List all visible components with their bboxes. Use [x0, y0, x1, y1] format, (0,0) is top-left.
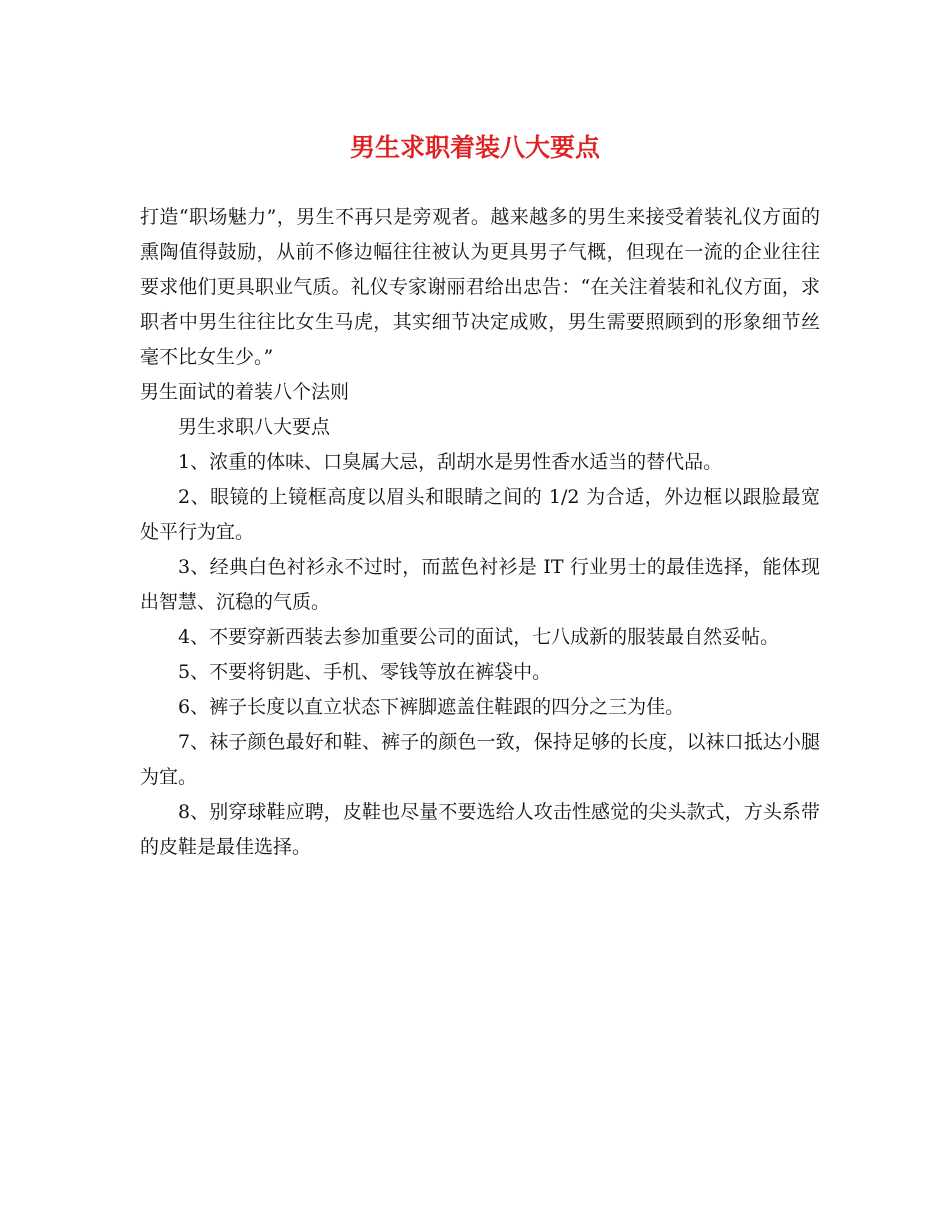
list-item-point-4: 4、不要穿新西装去参加重要公司的面试，七八成新的服装最自然妥帖。	[178, 626, 780, 648]
list-item-point-6: 6、裤子长度以直立状态下裤脚遮盖住鞋跟的四分之三为佳。	[178, 696, 685, 718]
list-item-point-1: 1、浓重的体味、口臭属大忌，刮胡水是男性香水适当的替代品。	[178, 451, 723, 473]
section-heading: 男生面试的着装八个法则	[140, 381, 350, 403]
list-item-point-2: 2、眼镜的上镜框高度以眉头和眼睛之间的 1/2 为合适，外边框以跟脸最宽处平行为宜。	[140, 486, 820, 543]
list-item-point-8: 8、别穿球鞋应聘，皮鞋也尽量不要选给人攻击性感觉的尖头款式，方头系带的皮鞋是最佳选择。	[140, 801, 820, 858]
list-item-point-7: 7、袜子颜色最好和鞋、裤子的颜色一致，保持足够的长度，以袜口抵达小腿为宜。	[140, 731, 820, 788]
document-body	[140, 200, 820, 865]
document-title: 男生求职着装八大要点	[349, 133, 600, 162]
list-item-point-5: 5、不要将钥匙、手机、零钱等放在裤袋中。	[178, 661, 552, 683]
intro-paragraph: 打造“职场魅力”，男生不再只是旁观者。越来越多的男生来接受着装礼仪方面的熏陶值得鼓励，从前不修边幅往往被认为更具男子气概，但现在一流的企业往往要求他们更具职业气质。礼仪专家谢丽君给出忠告：“在关注着装和礼仪方面，求职者中男生往往比女生马虎，其实细节决定成败，男生需要照顾到的形象细节丝毫不比女生少。”	[140, 206, 820, 368]
sub-heading: 男生求职八大要点	[178, 416, 331, 438]
list-item-point-3: 3、经典白色衬衫永不过时，而蓝色衬衫是 IT 行业男士的最佳选择，能体现出智慧、沉稳的气质。	[140, 556, 820, 613]
